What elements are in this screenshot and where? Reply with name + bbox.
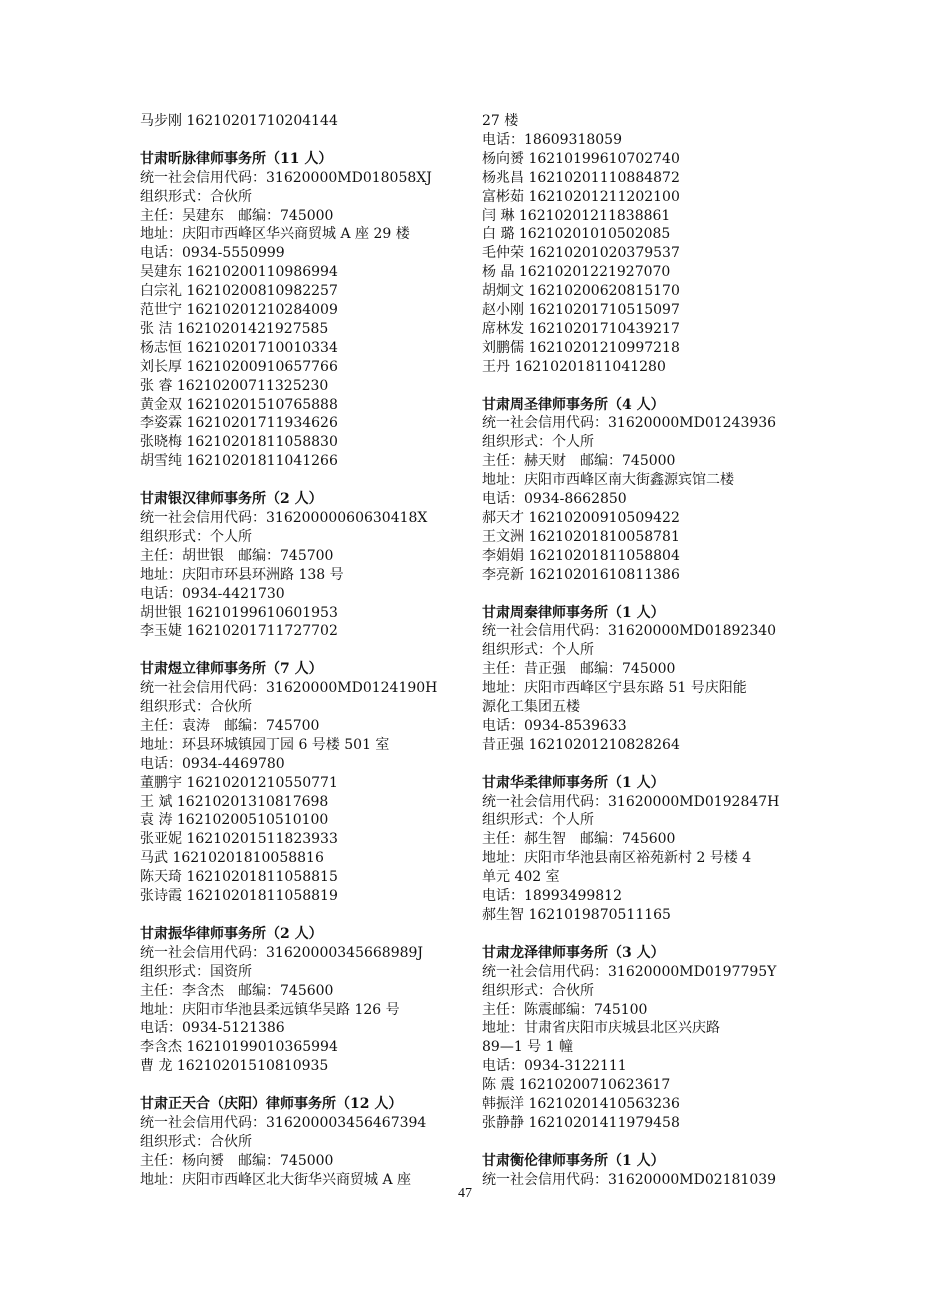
entry-line: 吴建东 16210200110986994 (140, 264, 338, 281)
entry-line: 张亚妮 16210201511823933 (140, 831, 338, 848)
entry-line: 组织形式：个人所 (482, 812, 594, 829)
firm-title: 甘肃华柔律师事务所（1 人） (482, 774, 665, 791)
entry-line: 马武 16210201810058816 (140, 850, 324, 867)
entry-line: 马步刚 16210201710204144 (140, 113, 338, 129)
entry-line: 统一社会信用代码：31620000MD0197795Y (482, 963, 777, 980)
entry-line: 白宗礼 16210200810982257 (140, 283, 338, 300)
entry-line: 组织形式：个人所 (482, 434, 594, 451)
entry-line: 黄金双 16210201510765888 (140, 396, 338, 413)
entry-line: 地址：庆阳市华池县南区裕苑新村 2 号楼 4 (482, 850, 752, 867)
entry-line: 地址：庆阳市西峰区北大街华兴商贸城 A 座 (140, 1171, 412, 1188)
entry-line: 地址：庆阳市西峰区南大街鑫源宾馆二楼 (482, 472, 734, 489)
entry-line: 刘鹏儒 16210201210997218 (482, 339, 680, 356)
entry-line: 富彬茹 16210201211202100 (482, 188, 680, 205)
entry-line: 范世宁 16210201210284009 (140, 302, 338, 319)
right-column (482, 112, 800, 1190)
entry-line: 单元 402 室 (482, 869, 560, 886)
firm-title: 甘肃正天合（庆阳）律师事务所（12 人） (140, 1096, 403, 1113)
entry-line: 李娟娟 16210201811058804 (482, 547, 680, 564)
entry-line: 组织形式：国资所 (140, 963, 252, 980)
entry-line: 陈 震 16210200710623617 (482, 1077, 671, 1094)
entry-line: 统一社会信用代码：316200003456467394 (140, 1114, 427, 1131)
section-spacer (482, 755, 800, 774)
entry-line: 主任：陈震邮编：745100 (482, 1001, 648, 1018)
entry-line: 统一社会信用代码：31620000060630418X (140, 510, 428, 526)
entry-line: 郝天才 16210200910509422 (482, 510, 680, 527)
entry-line: 电话：0934-8662850 (482, 491, 627, 508)
entry-line: 曹 龙 16210201510810935 (140, 1058, 329, 1075)
firm-title: 甘肃振华律师事务所（2 人） (140, 925, 323, 942)
entry-line: 杨向赟 16210199610702740 (482, 150, 680, 167)
entry-line: 地址：庆阳市环县环洲路 138 号 (140, 566, 344, 583)
entry-line: 地址：庆阳市西峰区华兴商贸城 A 座 29 楼 (140, 226, 410, 243)
entry-line: 毛仲荣 16210201020379537 (482, 245, 680, 262)
entry-line: 主任：袁涛 邮编：745700 (140, 717, 320, 734)
entry-line: 杨兆昌 16210201110884872 (482, 169, 680, 186)
entry-line: 闫 琳 16210201211838861 (482, 207, 671, 224)
entry-line: 电话：0934-4421730 (140, 585, 285, 602)
entry-line: 董鹏宇 16210201210550771 (140, 774, 338, 791)
entry-line: 电话：0934-5121386 (140, 1020, 285, 1037)
entry-line: 统一社会信用代码：31620000MD0192847H (482, 793, 780, 810)
entry-line: 主任：胡世银 邮编：745700 (140, 547, 334, 564)
firm-title: 甘肃周圣律师事务所（4 人） (482, 396, 665, 413)
section-spacer (140, 1076, 458, 1095)
entry-line: 统一社会信用代码：31620000MD02181039 (482, 1171, 777, 1188)
entry-line: 李亮新 16210201610811386 (482, 566, 680, 583)
entry-line: 昔正强 16210201210828264 (482, 736, 680, 753)
firm-title: 甘肃周秦律师事务所（1 人） (482, 604, 665, 621)
entry-line: 电话：0934-4469780 (140, 755, 285, 772)
entry-line: 组织形式：合伙所 (140, 699, 252, 716)
entry-line: 电话：18609318059 (482, 131, 622, 148)
entry-line: 席林发 16210201710439217 (482, 320, 680, 337)
entry-line: 张诗霞 16210201811058819 (140, 888, 338, 905)
section-spacer (140, 906, 458, 925)
entry-line: 杨志恒 16210201710010334 (140, 339, 338, 356)
entry-line: 电话：0934-3122111 (482, 1058, 627, 1075)
entry-line: 王丹 16210201811041280 (482, 358, 666, 375)
entry-line: 李含杰 16210199010365994 (140, 1039, 338, 1056)
entry-line: 统一社会信用代码：31620000MD018058XJ (140, 169, 432, 186)
entry-line: 主任：李含杰 邮编：745600 (140, 982, 334, 999)
entry-line: 组织形式：合伙所 (482, 982, 594, 999)
entry-line: 主任：杨向赟 邮编：745000 (140, 1152, 334, 1169)
entry-line: 源化工集团五楼 (482, 699, 580, 716)
section-spacer (140, 641, 458, 660)
entry-line: 主任：吴建东 邮编：745000 (140, 207, 334, 224)
entry-line: 组织形式：合伙所 (140, 1133, 252, 1150)
entry-line: 地址：庆阳市西峰区宁县东路 51 号庆阳能 (482, 680, 747, 697)
entry-line: 组织形式：个人所 (140, 528, 252, 545)
section-spacer (140, 131, 458, 150)
section-spacer (140, 471, 458, 490)
entry-line: 89—1 号 1 幢 (482, 1039, 573, 1056)
entry-line: 主任：昔正强 邮编：745000 (482, 661, 676, 678)
entry-line: 27 楼 (482, 113, 519, 129)
entry-line: 赵小刚 16210201710515097 (482, 302, 680, 319)
entry-line: 张 睿 16210200711325230 (140, 377, 329, 394)
entry-line: 韩振洋 16210201410563236 (482, 1096, 680, 1113)
firm-title: 甘肃昕脉律师事务所（11 人） (140, 150, 333, 167)
firm-title: 甘肃煜立律师事务所（7 人） (140, 661, 323, 678)
entry-line: 李姿霖 16210201711934626 (140, 415, 338, 432)
section-spacer (482, 377, 800, 396)
entry-line: 胡雪纯 16210201811041266 (140, 453, 338, 470)
section-spacer (482, 585, 800, 604)
section-spacer (482, 925, 800, 944)
entry-line: 王 斌 16210201310817698 (140, 793, 329, 810)
entry-line: 刘长厚 16210200910657766 (140, 358, 338, 375)
entry-line: 胡炯文 16210200620815170 (482, 283, 680, 300)
entry-line: 电话：18993499812 (482, 888, 622, 905)
firm-title: 甘肃龙泽律师事务所（3 人） (482, 944, 665, 961)
entry-line: 陈天琦 16210201811058815 (140, 869, 338, 886)
entry-line: 组织形式：个人所 (482, 642, 594, 659)
entry-line: 统一社会信用代码：31620000MD01892340 (482, 623, 777, 640)
entry-line: 袁 涛 16210200510510100 (140, 812, 329, 829)
entry-line: 组织形式：合伙所 (140, 188, 252, 205)
entry-line: 郝生智 1621019870511165 (482, 907, 671, 924)
left-column (140, 112, 458, 1190)
firm-title: 甘肃衡伦律师事务所（1 人） (482, 1152, 665, 1169)
entry-line: 张晓梅 16210201811058830 (140, 434, 338, 451)
entry-line: 张 洁 16210201421927585 (140, 320, 329, 337)
entry-line: 胡世银 16210199610601953 (140, 604, 338, 621)
entry-line: 主任：赫天财 邮编：745000 (482, 453, 676, 470)
entry-line: 地址：庆阳市华池县柔远镇华吴路 126 号 (140, 1001, 400, 1018)
entry-line: 地址：环县环城镇园丁园 6 号楼 501 室 (140, 736, 390, 753)
entry-line: 电话：0934-8539633 (482, 717, 627, 734)
entry-line: 地址：甘肃省庆阳市庆城县北区兴庆路 (482, 1020, 720, 1037)
entry-line: 张静静 16210201411979458 (482, 1114, 680, 1131)
page-number: 47 (458, 1186, 472, 1201)
entry-line: 统一社会信用代码：31620000MD0124190H (140, 680, 438, 697)
entry-line: 白 璐 16210201010502085 (482, 226, 671, 243)
section-spacer (482, 1133, 800, 1152)
entry-line: 统一社会信用代码：31620000MD01243936 (482, 415, 777, 432)
entry-line: 李玉婕 16210201711727702 (140, 623, 338, 640)
entry-line: 电话：0934-5550999 (140, 245, 285, 262)
entry-line: 王文洲 16210201810058781 (482, 528, 680, 545)
entry-line: 杨 晶 16210201221927070 (482, 264, 671, 281)
firm-title: 甘肃银汉律师事务所（2 人） (140, 491, 323, 508)
entry-line: 统一社会信用代码：31620000345668989J (140, 944, 424, 961)
entry-line: 主任：郝生智 邮编：745600 (482, 831, 676, 848)
